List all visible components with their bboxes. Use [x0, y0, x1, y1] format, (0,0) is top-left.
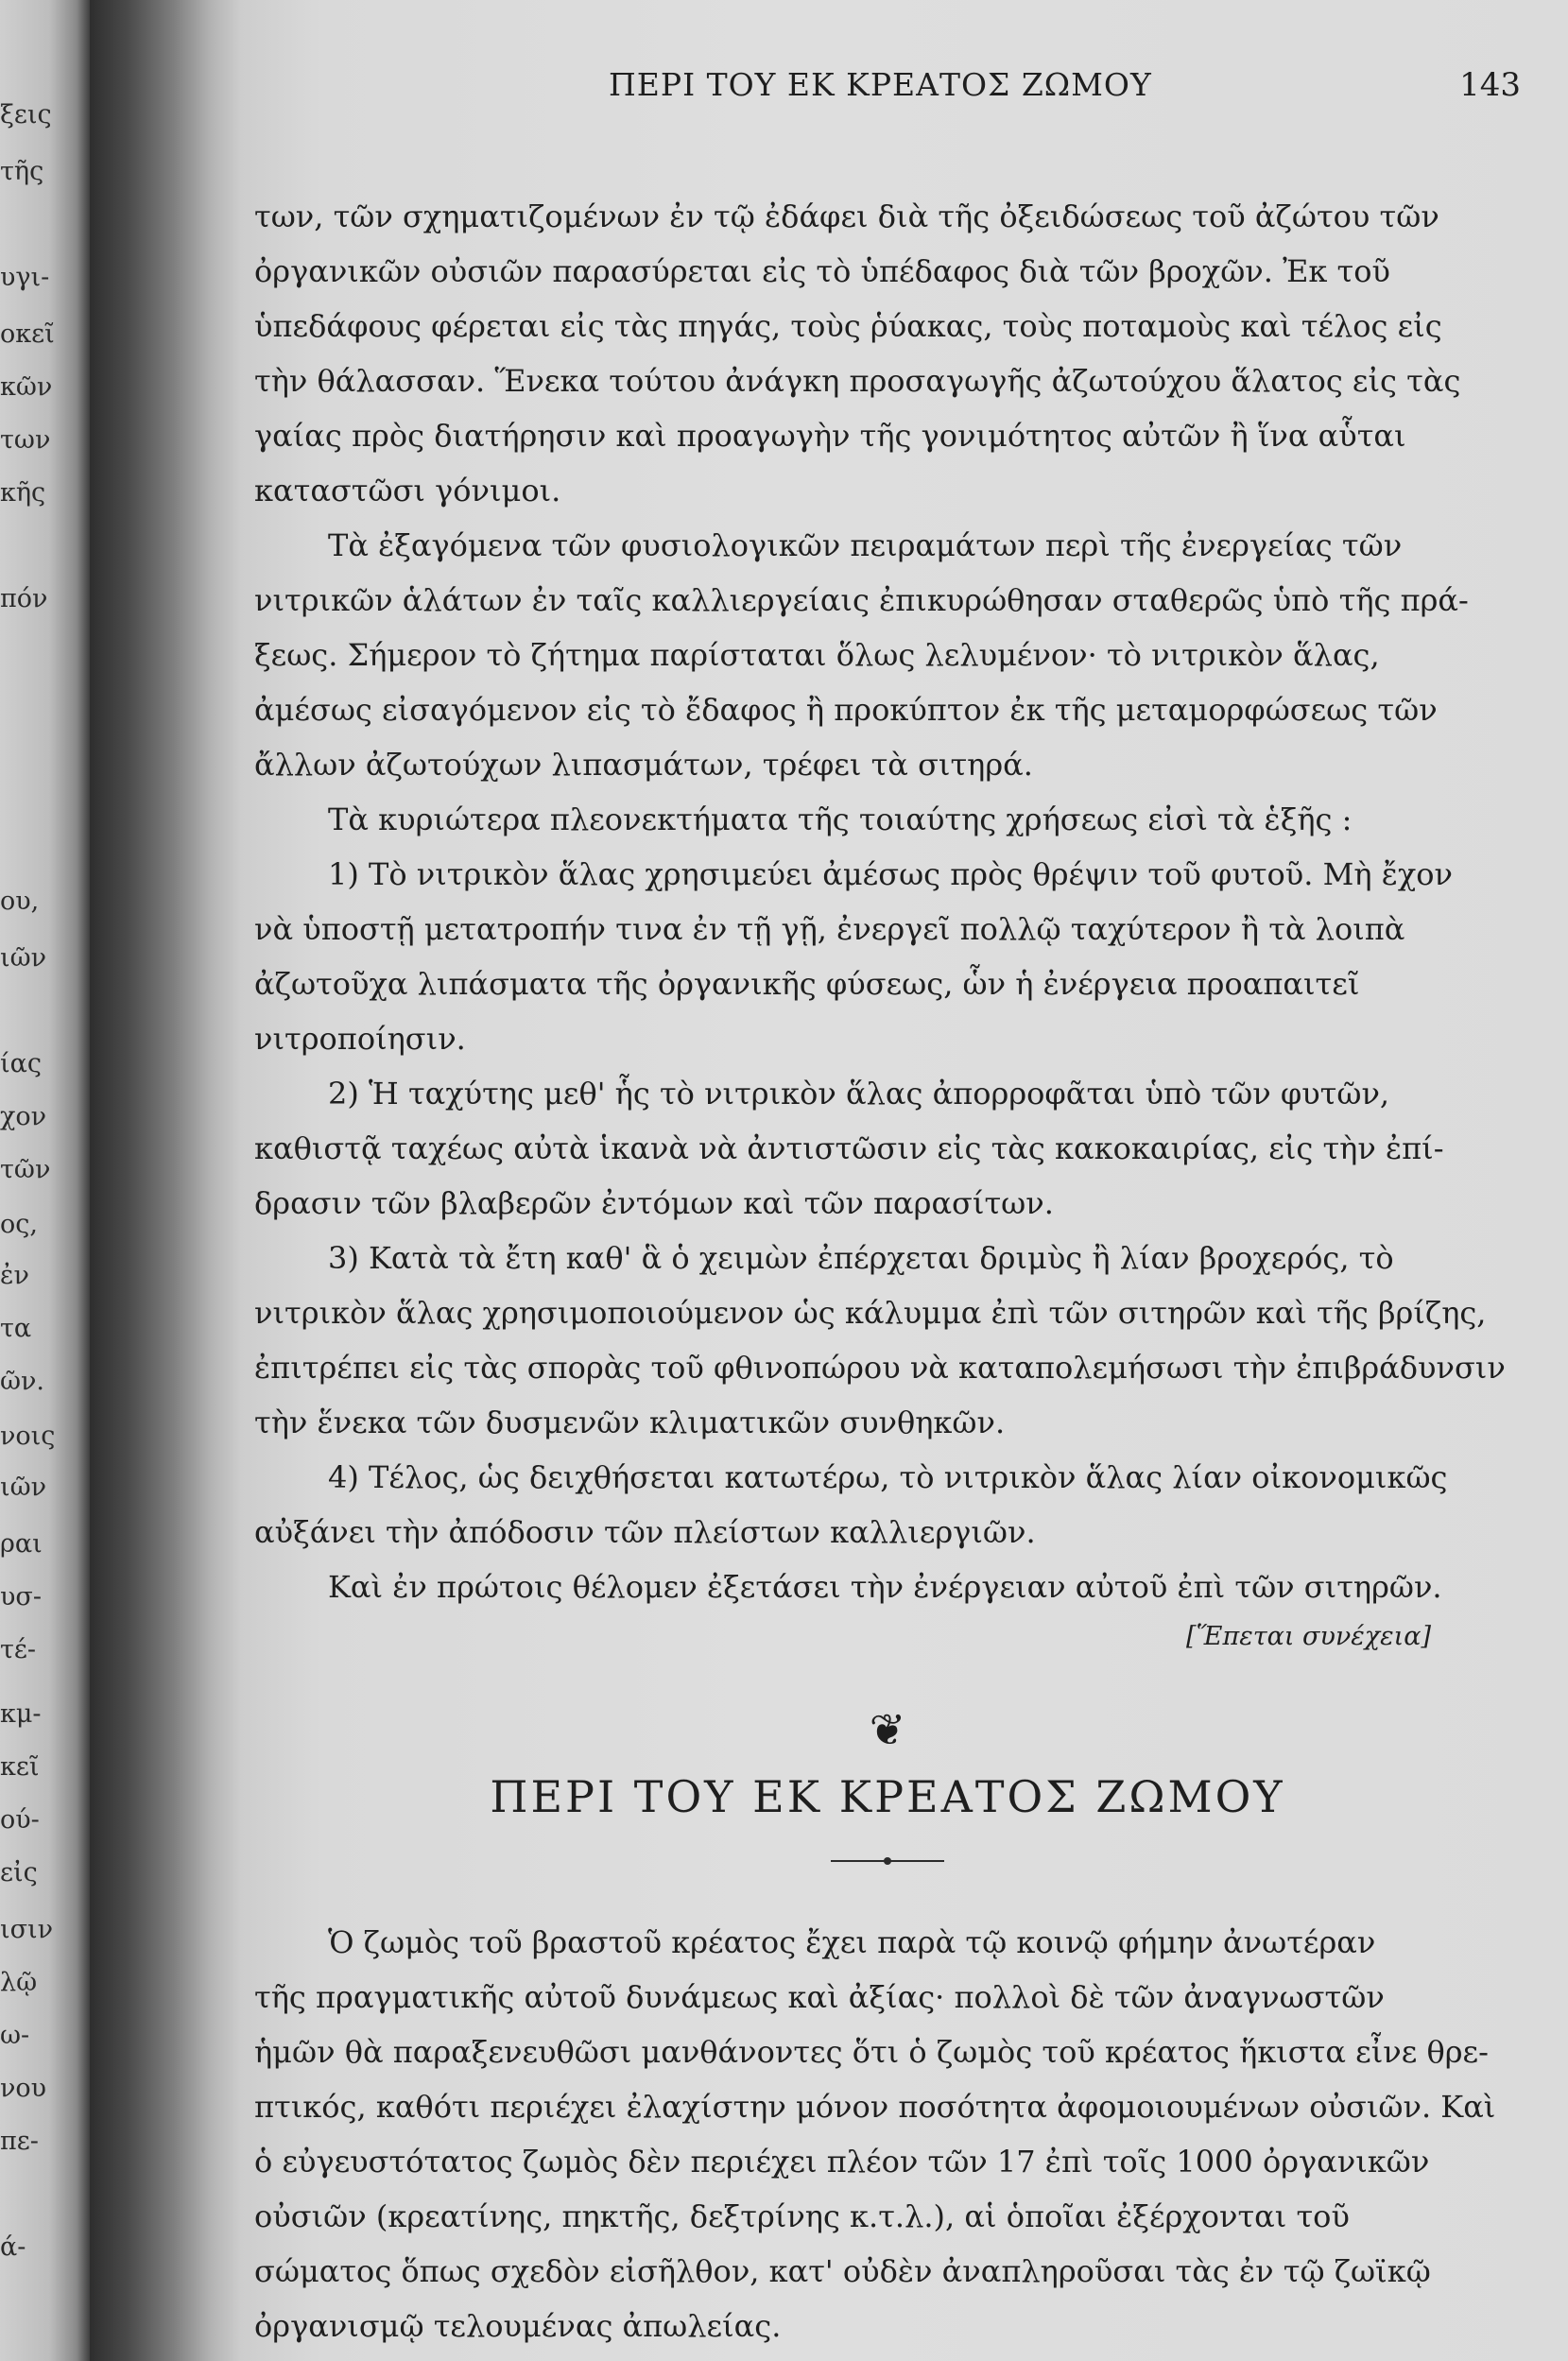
book-page [241, 0, 1568, 2361]
left-page-fragment: τῶν [0, 1155, 51, 1184]
section-paragraph: Ὁ ζωμὸς τοῦ βραστοῦ κρέατος ἔχει παρὰ τῷ κοινῷ φήμην ἀνωτέραν τῆς πραγματικῆς αὐτοῦ δυνάμεως καὶ ἀξίας· πολλοὶ δὲ τῶν ἀναγνωστῶν ἡμῶν θὰ παραξενευθῶσι μανθάνοντες ὅτι ὁ ζωμὸς τοῦ κρέατος ἥκιστα εἶνε θρε- πτικός, καθότι περιέχει ἐλαχίστην μόνον ποσότητα ἀφομοιουμένων οὐσιῶν. Καὶ ὁ εὐγευστότατος ζωμὸς δὲν περιέχει πλέον τῶν 17 ἐπὶ τοῖς 1000 ὀργανικῶν οὐσιῶν (κρεατίνης, πηκτῆς, δεξτρίνης κ.τ.λ.), αἱ ὁποῖαι ἐξέρχονται τοῦ σώματος ὅπως σχεδὸν εἰσῆλθον, κατ' οὐδὲν ἀναπληροῦσαι τὰς ἐν τῷ ζωϊκῷ ὀργανισμῷ τελουμένας ἀπωλείας. [254, 1924, 1496, 2344]
running-title: ΠΕΡΙ ΤΟΥ ΕΚ ΚΡΕΑΤΟΣ ΖΩΜΟΥ [609, 66, 1152, 103]
left-page-fragment: ισιν [0, 1915, 54, 1944]
left-page-fragment: κῆς [0, 478, 46, 508]
leaf-ornament-icon: ❦ [869, 1704, 906, 1755]
continued-note: [Ἕπεται συνέχεια] [1186, 1622, 1431, 1651]
left-page-fragment: ω- [0, 2021, 30, 2050]
left-page-fragment: κῶν [0, 372, 53, 402]
numbered-paragraph: 2) Ἡ ταχύτης μεθ' ἧς τὸ νιτρικὸν ἅλας ἀπορροφᾶται ὑπὸ τῶν φυτῶν, καθιστᾷ ταχέως αὐτὰ ἱκανὰ νὰ ἀντιστῶσιν εἰς τὰς κακοκαιρίας, εἰς τὴν ἐπί- δρασιν τῶν βλαβερῶν ἐντόμων καὶ τῶν παρασίτων. [254, 1076, 1444, 1221]
paragraph: των, τῶν σχηματιζομένων ἐν τῷ ἐδάφει διὰ τῆς ὀξειδώσεως τοῦ ἀζώτου τῶν ὀργανικῶν οὐσιῶν παρασύρεται εἰς τὸ ὑπέδαφος διὰ τῶν βροχῶν. Ἐκ τοῦ ὑπεδάφους φέρεται εἰς τὰς πηγάς, τοὺς ῥύακας, τοὺς ποταμοὺς καὶ τέλος εἰς τὴν θάλασσαν. Ἕνεκα τούτου ἀνάγκη προσαγωγῆς ἀζωτούχου ἅλατος εἰς τὰς γαίας πρὸς διατήρησιν καὶ προαγωγὴν τῆς γονιμότητος αὐτῶν ἢ ἵνα αὗται καταστῶσι γόνιμοι. [254, 198, 1461, 508]
left-page-fragment: υσ- [0, 1582, 42, 1611]
page-number: 143 [1459, 66, 1521, 104]
left-page-fragment: τῆς [0, 157, 44, 186]
left-page-fragment: οκεῖ [0, 319, 55, 349]
left-page-fragment: νοις [0, 1422, 56, 1451]
paragraph: Τὰ κυριώτερα πλεονεκτήματα τῆς τοιαύτης χρήσεως εἰσὶ τὰ ἑξῆς : [328, 801, 1353, 837]
left-page-fragment: ου, [0, 887, 40, 916]
left-page-fragment: ἐν [0, 1261, 29, 1290]
page-content [254, 57, 1521, 2353]
left-page-fragment: πε- [0, 2127, 39, 2156]
numbered-paragraph: 3) Κατὰ τὰ ἔτη καθ' ἃ ὁ χειμὼν ἐπέρχεται δριμὺς ἢ λίαν βροχερός, τὸ νιτρικὸν ἅλας χρησιμοποιούμενον ὡς κάλυμμα ἐπὶ τῶν σιτηρῶν καὶ τῆς βρίζης, ἐπιτρέπει εἰς τὰς σπορὰς τοῦ φθινοπώρου νὰ καταπολεμήσωσι τὴν ἐπιβράδυνσιν τὴν ἕνεκα τῶν δυσμενῶν κλιματικῶν συνθηκῶν. [254, 1240, 1506, 1440]
left-page-fragment: εἰς [0, 1858, 38, 1887]
left-page-fragment: ξεις [0, 100, 52, 129]
section-title: ΠΕΡΙ ΤΟΥ ΕΚ ΚΡΕΑΤΟΣ ΖΩΜΟΥ [490, 1771, 1285, 1822]
book-gutter [90, 0, 241, 2361]
paragraph: Τὰ ἐξαγόμενα τῶν φυσιολογικῶν πειραμάτων περὶ τῆς ἐνεργείας τῶν νιτρικῶν ἁλάτων ἐν ταῖς καλλιεργείαις ἐπικυρώθησαν σταθερῶς ὑπὸ τῆς πρά- ξεως. Σήμερον τὸ ζήτημα παρίσταται ὅλως λελυμένον· τὸ νιτρικὸν ἅλας, ἀμέσως εἰσαγόμενον εἰς τὸ ἔδαφος ἢ προκύπτον ἐκ τῆς μεταμορφώσεως τῶν ἄλλων ἀζωτούχων λιπασμάτων, τρέφει τὰ σιτηρά. [254, 527, 1469, 783]
left-page-fragment: ῶν. [0, 1367, 45, 1396]
left-page-fragment: ιῶν [0, 943, 47, 973]
paragraph: Καὶ ἐν πρώτοις θέλομεν ἐξετάσει τὴν ἐνέργειαν αὐτοῦ ἐπὶ τῶν σιτηρῶν. [328, 1569, 1442, 1605]
left-page-fragment: τέ- [0, 1635, 37, 1664]
left-page-edge [0, 0, 90, 2361]
left-page-fragment: κμ- [0, 1699, 42, 1729]
numbered-paragraph: 4) Τέλος, ὡς δειχθήσεται κατωτέρω, τὸ νιτρικὸν ἅλας λίαν οἰκονομικῶς αὐξάνει τὴν ἀπόδοσιν τῶν πλείστων καλλιεργιῶν. [254, 1459, 1448, 1550]
left-page-fragment: των [0, 425, 51, 455]
numbered-paragraph: 1) Τὸ νιτρικὸν ἅλας χρησιμεύει ἀμέσως πρὸς θρέψιν τοῦ φυτοῦ. Μὴ ἔχον νὰ ὑποστῇ μετατροπήν τινα ἐν τῇ γῇ, ἐνεργεῖ πολλῷ ταχύτερον ἢ τὰ λοιπὰ ἀζωτοῦχα λιπάσματα τῆς ὀργανικῆς φύσεως, ὧν ἡ ἐνέργεια προαπαιτεῖ νιτροποίησιν. [254, 856, 1453, 1057]
left-page-fragment: λῷ [0, 1968, 38, 1997]
left-page-fragment: τα [0, 1314, 32, 1343]
running-header [254, 57, 1521, 113]
left-page-fragment: ραι [0, 1529, 43, 1559]
left-page-fragment: ού- [0, 1805, 40, 1835]
left-page-fragment: ά- [0, 2232, 26, 2262]
left-page-fragment: ος, [0, 1210, 38, 1239]
left-page-fragment: χον [0, 1102, 47, 1131]
left-page-fragment: υγι- [0, 263, 50, 292]
left-page-fragment: ιῶν [0, 1473, 47, 1502]
title-rule-divider [831, 1854, 944, 1868]
left-page-fragment: ίας [0, 1049, 42, 1078]
left-page-fragment: πόν [0, 584, 48, 613]
left-page-fragment: νου [0, 2074, 47, 2103]
divider-dot [884, 1857, 891, 1865]
left-page-fragment: κεῖ [0, 1752, 40, 1782]
